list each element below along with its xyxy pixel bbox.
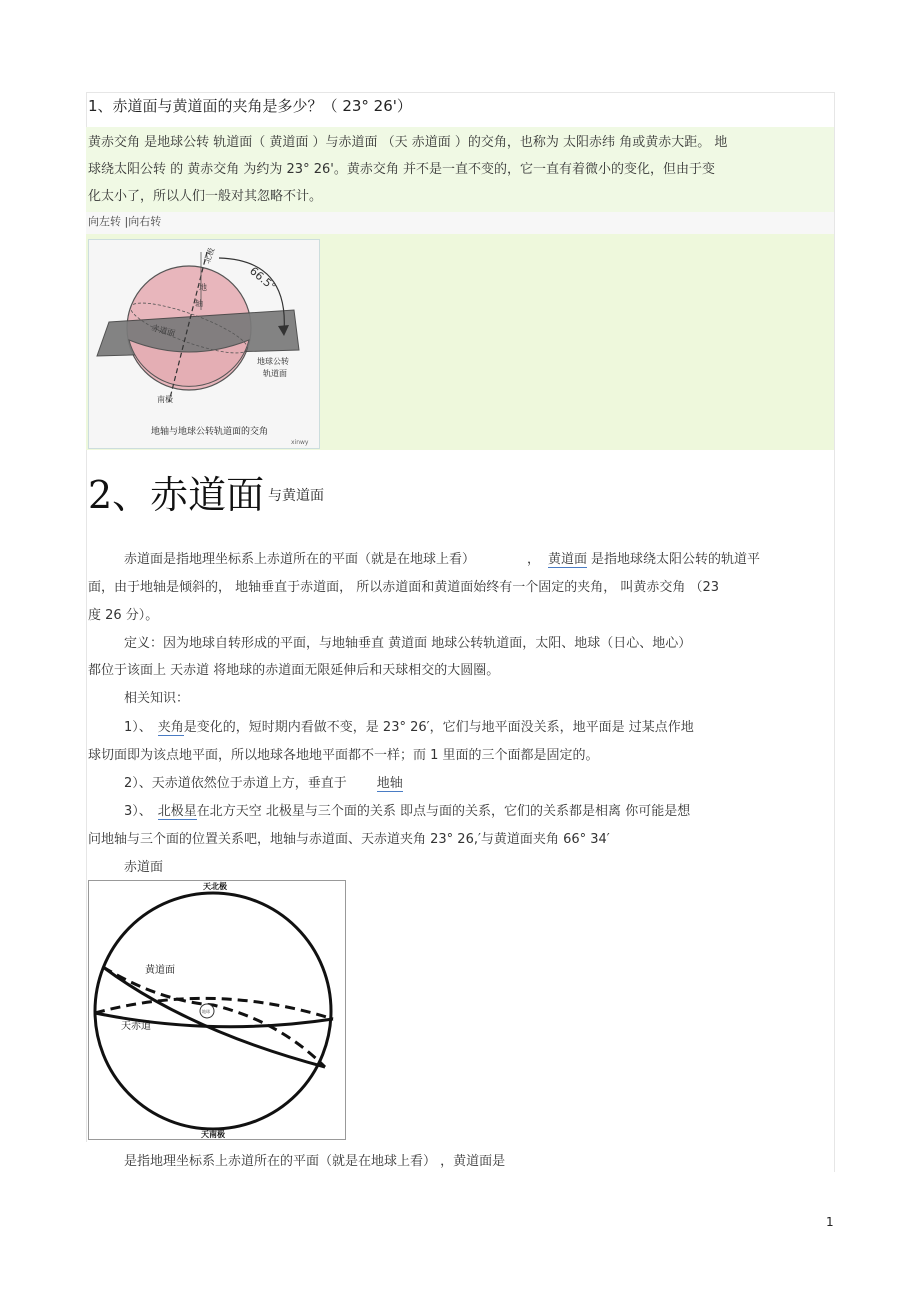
south-pole-label: 南极 (157, 395, 173, 404)
earth-axis-svg (89, 240, 319, 448)
orbit-plane (97, 310, 299, 356)
p1-line-2: 面，由于地轴是倾斜的， 地轴垂直于赤道面， 所以赤道面和黄道面始终有一个固定的夹角， 叫黄赤交角 （23 (88, 580, 720, 595)
south-celestial-pole: 天南极 (201, 1130, 225, 1139)
k3-text: 在北方天空 北极星与三个面的关系 即点与面的关系，它们的关系都是相离 你可能是想 (196, 804, 691, 819)
k2-line (124, 774, 403, 794)
north-celestial-pole: 天北极 (203, 882, 227, 891)
figure-watermark: xinwy (291, 439, 309, 446)
rotate-links[interactable]: 向左转 |向右转 (88, 215, 162, 228)
p1-line-1d: 是指地球绕太阳公转的轨道平 (591, 552, 761, 567)
p2-line-1: 定义：因为地球自转形成的平面，与地轴垂直 黄道面 地球公转轨道面，太阳、地球（日心、地心） (124, 636, 692, 651)
k1-prefix: 1）、 (124, 720, 152, 735)
axis-label-1: 地 (199, 283, 207, 292)
k1-line-2: 球切面即为该点地平面，所以地球各地地平面都不一样；而 1 里面的三个面都是固定的。 (88, 748, 599, 763)
angle-link[interactable]: 夹角 (157, 720, 184, 735)
rotate-bar (86, 212, 834, 234)
p1-line-3: 度 26 分）。 (88, 608, 159, 623)
angle-label: 66.5° (247, 264, 279, 294)
answer-line-2: 球绕太阳公转 的 黄赤交角 为约为 23° 26'。黄赤交角 并不是一直不变的，它一直有着微小的变化，但由于变 (88, 162, 715, 177)
ecliptic-link[interactable]: 黄道面 (548, 552, 588, 567)
k3-line-2: 问地轴与三个面的位置关系吧，地轴与赤道面、天赤道夹角 23° 26,′与黄道面夹角 66° 34′ (88, 832, 610, 847)
k3-line-1 (124, 802, 690, 822)
related-knowledge: 相关知识： (124, 691, 190, 706)
axis-link[interactable]: 地轴 (376, 776, 403, 791)
orbit-label-2: 轨道面 (263, 369, 287, 378)
earth-label: 地球 (202, 1009, 210, 1014)
p1-line-1b: ， (527, 552, 541, 567)
orbit-label-1: 地球公转 (257, 357, 289, 366)
section-2-title: 2、赤道面 (88, 473, 265, 517)
frame-right-line (834, 92, 835, 1172)
equator-label: 赤道面 (150, 323, 176, 339)
p1-line-1 (124, 550, 760, 570)
celestial-sphere-figure (88, 880, 346, 1140)
ecliptic-label: 黄道面 (145, 965, 175, 976)
polaris-link[interactable]: 北极星 (157, 804, 197, 819)
p2-line-2: 都位于该面上 天赤道 将地球的赤道面无限延伸后和天球相交的大圆圈。 (88, 663, 500, 678)
question-1: 1、赤道面与黄道面的夹角是多少？（ 23° 26'） (88, 97, 412, 115)
k3-prefix: 3）、 (124, 804, 152, 819)
frame-top-line (86, 92, 834, 93)
answer-line-3: 化太小了，所以人们一般对其忽略不计。 (88, 189, 323, 204)
celestial-sphere-svg (89, 881, 345, 1139)
k1-text: 是变化的，短时期内看做不变，是 23° 26′，它们与地平面没关系，地平面是 过某点作地 (183, 720, 694, 735)
ecliptic-front (103, 967, 325, 1067)
bottom-line: 是指地理坐标系上赤道所在的平面（就是在地球上看） ，黄道面是 (124, 1154, 506, 1169)
axis-label-2: 轴 (195, 299, 203, 308)
figure-caption: 地轴与地球公转轨道面的交角 (151, 427, 269, 437)
celestial-equator-label: 天赤道 (121, 1021, 151, 1032)
figure-title: 赤道面 (124, 860, 164, 875)
answer-line-1: 黄赤交角 是地球公转 轨道面（ 黄道面 ）与赤道面 （天 赤道面 ）的交角，也称为 太阳赤纬 角或黄赤大距。 地 (88, 135, 728, 150)
earth-axis-figure (88, 239, 320, 449)
north-pole-label: 北极 (202, 246, 217, 265)
section-2-subtitle: 与黄道面 (268, 488, 324, 504)
k1-line-1 (124, 718, 694, 738)
k2-text: 2）、天赤道依然位于赤道上方，垂直于 (124, 776, 347, 791)
p1-line-1a: 赤道面是指地理坐标系上赤道所在的平面（就是在地球上看） (124, 552, 476, 567)
page-number: 1 (826, 1215, 834, 1229)
ecliptic-back (103, 967, 325, 1067)
